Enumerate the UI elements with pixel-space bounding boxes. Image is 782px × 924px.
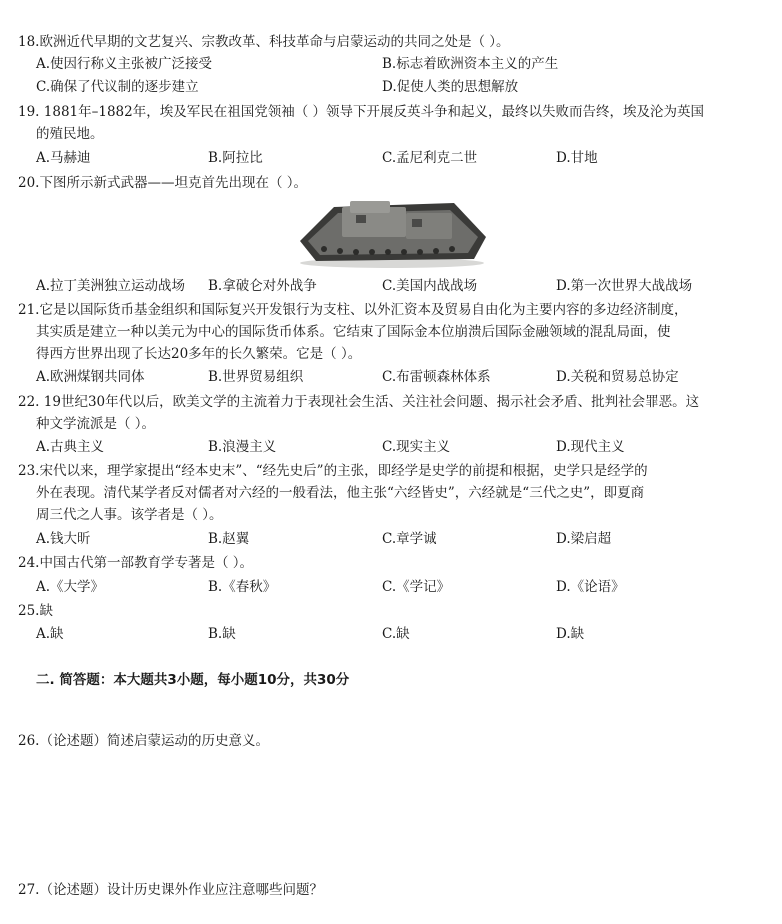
q19-stem-line2: 的殖民地。 — [36, 126, 104, 142]
q21-option-d: D.关税和贸易总协定 — [556, 369, 679, 385]
q20-stem: 20.下图所示新式武器——坦克首先出现在（ ）。 — [18, 175, 308, 191]
q22-stem-line1: 22. 19世纪30年代以后，欧美文学的主流着力于表现社会生活、关注社会问题、揭示社会矛盾、批判社会罪恶。这 — [18, 394, 700, 410]
q21-stem-line1: 21.它是以国际货币基金组织和国际复兴开发银行为支柱、以外汇资本及贸易自由化为主要内容的多边经济制度， — [18, 302, 688, 318]
q18-option-b: B.标志着欧洲资本主义的产生 — [382, 56, 559, 72]
q22-option-d: D.现代主义 — [556, 439, 625, 455]
q23-stem-line3: 周三代之人事。该学者是（ ）。 — [36, 507, 223, 523]
essay-question-27: 27.（论述题）设计历史课外作业应注意哪些问题？ — [18, 882, 323, 898]
q24-option-d: D.《论语》 — [556, 579, 625, 595]
q23-option-b: B.赵翼 — [208, 531, 250, 547]
q21-stem-line2: 其实质是建立一种以美元为中心的国际货币体系。它结束了国际金本位崩溃后国际金融领域的混乱局面，使 — [36, 324, 671, 340]
q23-option-a: A.钱大昕 — [36, 531, 91, 547]
q21-option-a: A.欧洲煤钢共同体 — [36, 369, 145, 385]
q18-option-c: C.确保了代议制的逐步建立 — [36, 79, 199, 95]
essay-question-26: 26.（论述题）简述启蒙运动的历史意义。 — [18, 733, 269, 749]
q24-option-a: A.《大学》 — [36, 579, 105, 595]
q21-option-c: C.布雷顿森林体系 — [382, 369, 491, 385]
q22-option-c: C.现实主义 — [382, 439, 451, 455]
q24-option-c: C.《学记》 — [382, 579, 451, 595]
q24-stem: 24.中国古代第一部教育学专著是（ ）。 — [18, 555, 254, 571]
q20-option-a: A.拉丁美洲独立运动战场 — [36, 278, 186, 294]
q19-option-a: A.马赫迪 — [36, 150, 91, 166]
q18-option-d: D.促使人类的思想解放 — [382, 79, 519, 95]
q23-option-c: C.章学诚 — [382, 531, 437, 547]
q19-option-c: C.孟尼利克二世 — [382, 150, 478, 166]
q23-option-d: D.梁启超 — [556, 531, 612, 547]
q25-option-d: D.缺 — [556, 626, 585, 642]
q21-stem-line3: 得西方世界出现了长达20多年的长久繁荣。它是（ ）。 — [36, 346, 362, 362]
q20-option-c: C.美国内战战场 — [382, 278, 478, 294]
q19-option-d: D.甘地 — [556, 150, 598, 166]
section-title: 二. 简答题：本大题共3小题，每小题10分，共30分 — [36, 672, 350, 688]
q25-stem: 25.缺 — [18, 603, 53, 619]
q24-option-b: B.《春秋》 — [208, 579, 277, 595]
q23-stem-line2: 外在表现。清代某学者反对儒者对六经的一般看法，他主张“六经皆史”，六经就是“三代之史”，即夏商 — [36, 485, 645, 501]
q22-stem-line2: 种文学流派是（ ）。 — [36, 416, 156, 432]
q20-option-b: B.拿破仑对外战争 — [208, 278, 317, 294]
tank-image — [294, 197, 490, 269]
q21-option-b: B.世界贸易组织 — [208, 369, 304, 385]
q18-stem: 18.欧洲近代早期的文艺复兴、宗教改革、科技革命与启蒙运动的共同之处是（ ）。 — [18, 34, 510, 50]
q25-option-b: B.缺 — [208, 626, 236, 642]
q18-option-a: A.使因行称义主张被广泛接受 — [36, 56, 213, 72]
q23-stem-line1: 23.宋代以来，理学家提出“经本史末”、“经先史后”的主张，即经学是史学的前提和根据，史学只是经学的 — [18, 463, 648, 479]
q20-option-d: D.第一次世界大战战场 — [556, 278, 693, 294]
q25-option-c: C.缺 — [382, 626, 410, 642]
q22-option-a: A.古典主义 — [36, 439, 105, 455]
q25-option-a: A.缺 — [36, 626, 64, 642]
q22-option-b: B.浪漫主义 — [208, 439, 277, 455]
q19-stem-line1: 19. 1881年–1882年，埃及军民在祖国党领袖（ ）领导下开展反英斗争和起义，最终以失败而告终，埃及沦为英国 — [18, 104, 705, 120]
q19-option-b: B.阿拉比 — [208, 150, 263, 166]
